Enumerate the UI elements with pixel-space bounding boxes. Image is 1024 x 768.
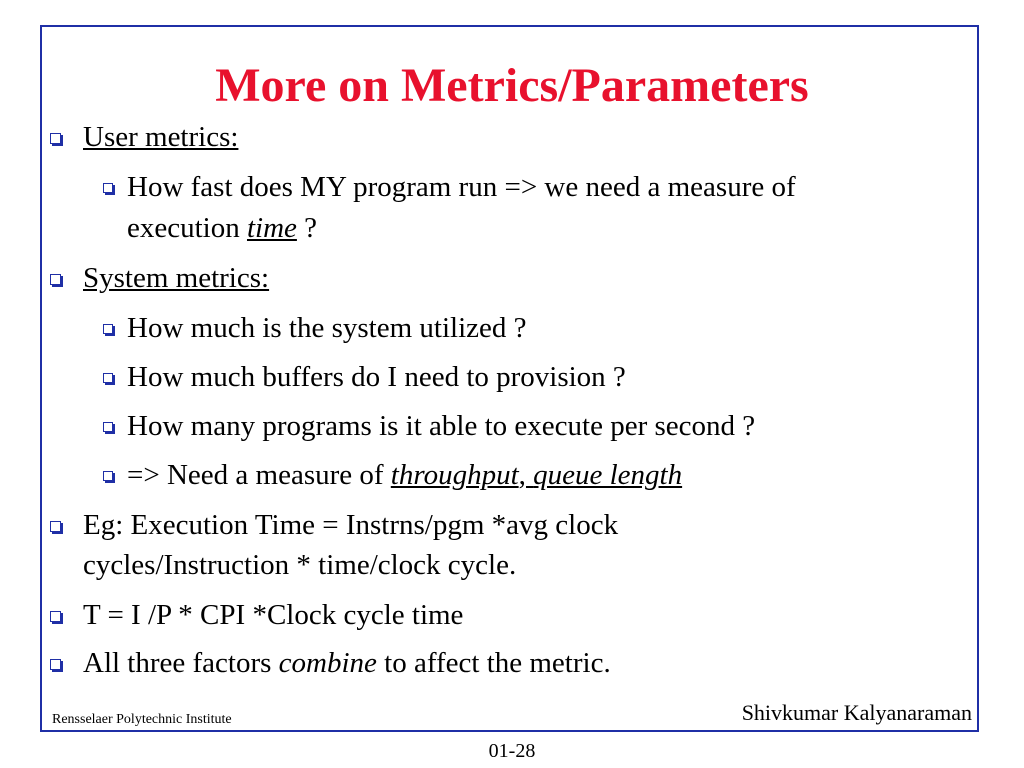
bullet-execution-time-eq-continued: cycles/Instruction * time/clock cycle. xyxy=(83,549,517,581)
square-bullet-icon xyxy=(50,521,61,532)
square-bullet-icon xyxy=(103,183,113,193)
bullet-how-fast-continued: execution time ? xyxy=(127,212,318,244)
square-bullet-icon xyxy=(50,133,61,144)
square-bullet-icon xyxy=(50,611,61,622)
bullet-buffers: How much buffers do I need to provision ? xyxy=(127,361,626,393)
bullet-system-utilized: How much is the system utilized ? xyxy=(127,312,527,344)
square-bullet-icon xyxy=(103,324,113,334)
square-bullet-icon xyxy=(50,274,61,285)
page-number: 01-28 xyxy=(488,740,536,762)
square-bullet-icon xyxy=(50,659,61,670)
bullet-execution-time-eq: Eg: Execution Time = Instrns/pgm *avg clock xyxy=(83,509,619,541)
footer-author: Shivkumar Kalyanaraman xyxy=(741,700,972,725)
bullet-cpu-time-formula: T = I /P * CPI *Clock cycle time xyxy=(83,599,464,631)
bullet-how-fast: How fast does MY program run => we need a measure of xyxy=(127,171,796,203)
bullet-throughput: => Need a measure of throughput, queue length xyxy=(127,459,683,491)
bullet-user-metrics: User metrics: xyxy=(83,121,239,153)
slide-title: More on Metrics/Parameters xyxy=(215,59,809,112)
footer-institute: Rensselaer Polytechnic Institute xyxy=(52,712,232,727)
square-bullet-icon xyxy=(103,373,113,383)
bullet-system-metrics: System metrics: xyxy=(83,262,270,294)
bullet-three-factors: All three factors combine to affect the metric. xyxy=(83,647,611,679)
bullet-programs-per-second: How many programs is it able to execute per second ? xyxy=(127,410,756,442)
square-bullet-icon xyxy=(103,471,113,481)
square-bullet-icon xyxy=(103,422,113,432)
